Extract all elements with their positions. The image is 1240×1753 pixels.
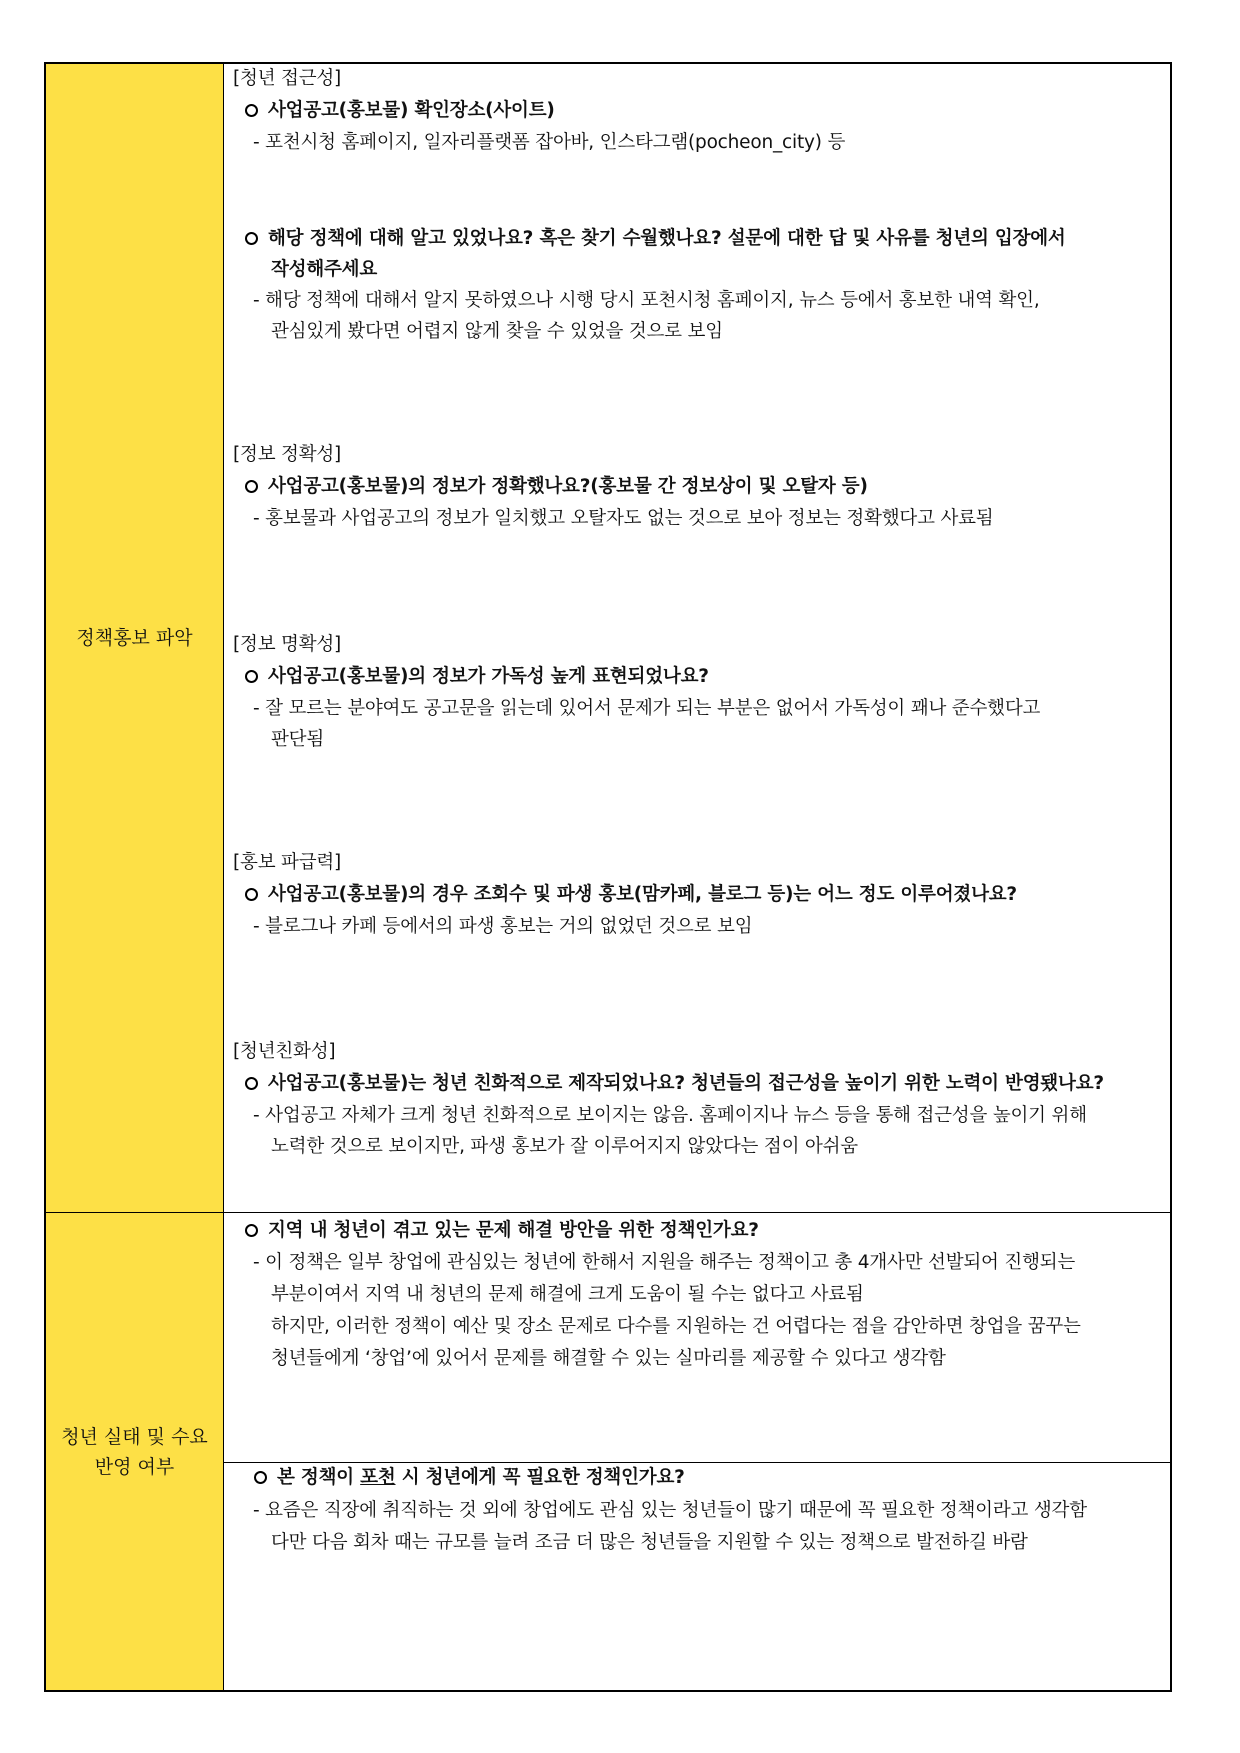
accuracy-heading: [정보 정확성]: [233, 444, 342, 465]
accuracy-a: - 홍보물과 사업공고의 정보가 일치했고 오탈자도 없는 것으로 보아 정보는 정확했다고 사료됨: [253, 508, 994, 529]
accuracy-q: 사업공고(홍보물)의 정보가 정확했나요?(홍보물 간 정보상이 및 오탈자 등): [245, 472, 868, 498]
clarity-heading: [정보 명확성]: [233, 634, 342, 655]
access-q2-line1: 해당 정책에 대해 알고 있었나요? 혹은 찾기 수월했나요? 설문에 대한 답 및 사유를 청년의 입장에서: [245, 224, 1066, 250]
circle-bullet-icon: [245, 480, 258, 493]
needs-a1-line2: 부분이여서 지역 내 청년의 문제 해결에 크게 도움이 될 수는 없다고 사료됨: [271, 1284, 864, 1305]
label-policy-promotion: [46, 64, 224, 1212]
label-youth-needs-line1: 청년 실태 및 수요: [61, 1425, 208, 1448]
clarity-q: 사업공고(홍보물)의 정보가 가독성 높게 표현되었나요?: [245, 662, 709, 688]
friendly-q: 사업공고(홍보물)는 청년 친화적으로 제작되었나요? 청년들의 접근성을 높이기 위한 노력이 반영됐나요?: [245, 1069, 1104, 1095]
label-youth-needs: [46, 1212, 224, 1690]
access-q2-line2: 작성해주세요: [271, 259, 378, 280]
needs-a1-line1: - 이 정책은 일부 창업에 관심있는 청년에 한해서 지원을 해주는 정책이고 총 4개사만 선발되어 진행되는: [253, 1252, 1076, 1273]
clarity-a-line2: 판단됨: [271, 729, 325, 750]
needs-a1-line3: 하지만, 이러한 정책이 예산 및 장소 문제로 다수를 지원하는 건 어렵다는 점을 감안하면 창업을 꿈꾸는: [271, 1316, 1081, 1337]
access-q1: 사업공고(홍보물) 확인장소(사이트): [245, 96, 555, 122]
access-a1: - 포천시청 홈페이지, 일자리플랫폼 잡아바, 인스타그램(pocheon_city) 등: [253, 132, 846, 153]
circle-bullet-icon: [245, 670, 258, 683]
access-a2-line1: - 해당 정책에 대해서 알지 못하였으나 시행 당시 포천시청 홈페이지, 뉴스 등에서 홍보한 내역 확인,: [253, 290, 1040, 311]
circle-bullet-icon: [245, 1224, 258, 1237]
circle-bullet-icon: [254, 1471, 267, 1484]
needs-a2-line2: 다만 다음 회차 때는 규모를 늘려 조금 더 많은 청년들을 지원할 수 있는 정책으로 발전하길 바람: [271, 1532, 1028, 1553]
circle-bullet-icon: [245, 888, 258, 901]
needs-q2: 본 정책이 포천 시 청년에게 꼭 필요한 정책인가요?: [254, 1463, 685, 1489]
reach-a: - 블로그나 카페 등에서의 파생 홍보는 거의 없었던 것으로 보임: [253, 916, 753, 937]
access-heading: [청년 접근성]: [233, 68, 342, 89]
pocheon-underlined: 포천: [360, 1467, 396, 1488]
circle-bullet-icon: [245, 232, 258, 245]
access-a2-line2: 관심있게 봤다면 어렵지 않게 찾을 수 있었을 것으로 보임: [271, 321, 723, 342]
circle-bullet-icon: [245, 1077, 258, 1090]
friendly-heading: [청년친화성]: [233, 1041, 336, 1062]
needs-a2-line1: - 요즘은 직장에 취직하는 것 외에 창업에도 관심 있는 청년들이 많기 때문에 꼭 필요한 정책이라고 생각함: [253, 1500, 1087, 1521]
friendly-a-line1: - 사업공고 자체가 크게 청년 친화적으로 보이지는 않음. 홈페이지나 뉴스 등을 통해 접근성을 높이기 위해: [253, 1105, 1087, 1126]
label-youth-needs-line2: 반영 여부: [94, 1455, 175, 1478]
clarity-a-line1: - 잘 모르는 분야여도 공고문을 읽는데 있어서 문제가 되는 부분은 없어서 가독성이 꽤나 준수했다고: [253, 698, 1041, 719]
friendly-a-line2: 노력한 것으로 보이지만, 파생 홍보가 잘 이루어지지 않았다는 점이 아쉬움: [271, 1136, 858, 1157]
circle-bullet-icon: [245, 104, 258, 117]
needs-q1: 지역 내 청년이 겪고 있는 문제 해결 방안을 위한 정책인가요?: [245, 1216, 759, 1242]
needs-a1-line4: 청년들에게 ‘창업’에 있어서 문제를 해결할 수 있는 실마리를 제공할 수 있다고 생각함: [271, 1348, 946, 1369]
label-policy-promotion-text: 정책홍보 파악: [76, 627, 193, 649]
reach-q: 사업공고(홍보물)의 경우 조회수 및 파생 홍보(맘카페, 블로그 등)는 어느 정도 이루어졌나요?: [245, 880, 1017, 906]
reach-heading: [홍보 파급력]: [233, 852, 342, 873]
